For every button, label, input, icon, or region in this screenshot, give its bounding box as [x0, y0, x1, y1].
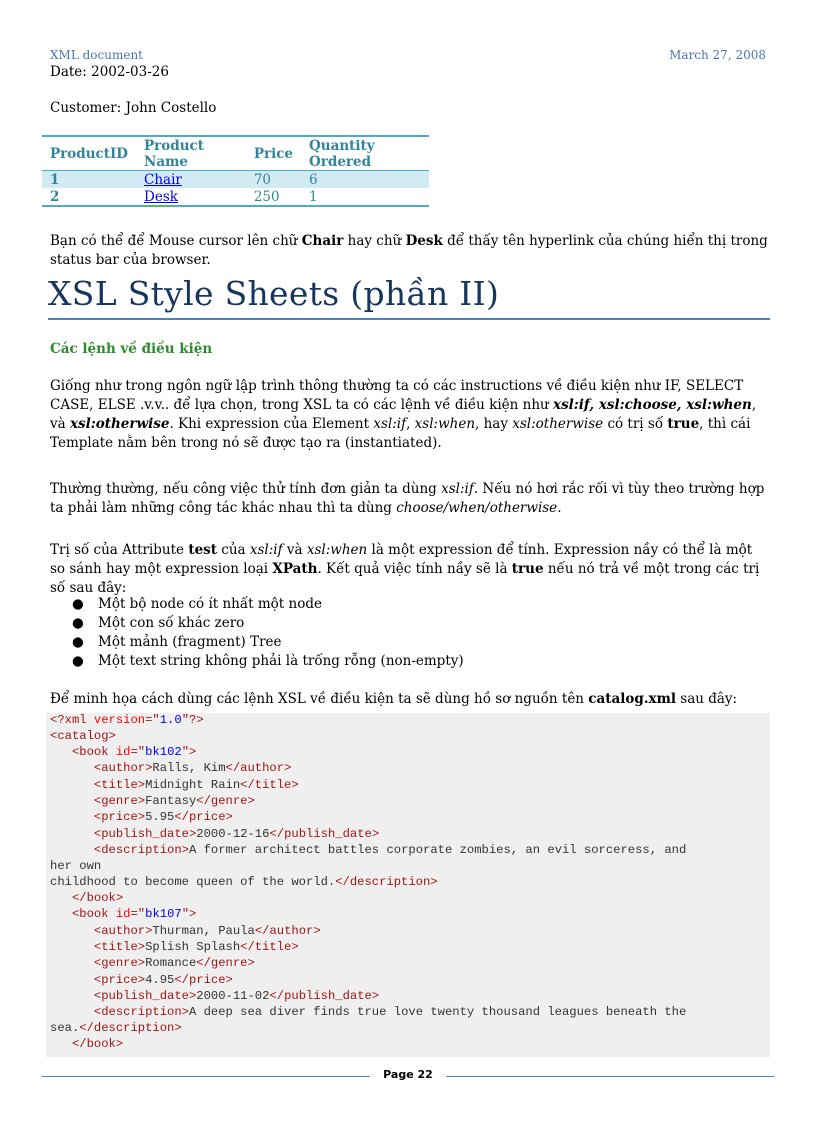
code-line: </book>	[71, 891, 124, 905]
col-header: Price	[246, 136, 301, 171]
col-header: Quantity Ordered	[301, 136, 429, 171]
code-line: sea.</description>	[50, 1021, 182, 1035]
code-line: <?xml version="1.0"?>	[50, 713, 204, 727]
page-title: XSL Style Sheets (phần II)	[48, 274, 500, 313]
page-number: Page 22	[383, 1068, 433, 1081]
list-item: ● Một bộ node có ít nhất một node	[72, 596, 322, 612]
cell-price: 70	[246, 171, 301, 189]
code-line: <description>A deep sea diver finds true love twenty thousand leagues beneath the	[93, 1005, 687, 1019]
code-line: <genre>Romance</genre>	[93, 956, 255, 970]
table-row	[42, 188, 429, 206]
list-item: ● Một mảnh (fragment) Tree	[72, 634, 282, 650]
cell-price: 250	[253, 188, 280, 205]
code-line: <price>5.95</price>	[93, 810, 233, 824]
bullet-icon: ●	[72, 615, 84, 631]
code-block	[46, 713, 770, 1057]
code-line: <price>4.95</price>	[93, 973, 233, 987]
code-line: her own	[50, 859, 102, 873]
customer-line: Customer: John Costello	[50, 100, 217, 116]
condition-list	[50, 596, 464, 672]
cell-name	[136, 188, 246, 206]
footer-rule-right	[446, 1076, 774, 1077]
code-line: <author>Ralls, Kim</author>	[93, 761, 292, 775]
code-line: <publish_date>2000-12-16</publish_date>	[93, 827, 380, 841]
cell-qty: 1	[309, 188, 318, 205]
col-header: Product Name	[136, 136, 246, 171]
product-table	[42, 135, 429, 207]
table-header-row	[42, 136, 429, 171]
header-doc-title: XML document	[50, 48, 143, 62]
product-link-desk[interactable]: Desk	[144, 188, 178, 205]
paragraph-4: Để minh họa cách dùng các lệnh XSL về điều kiện ta sẽ dùng hồ sơ nguồn tên catalog.xml sau đây:	[50, 691, 738, 707]
code-line: childhood to become queen of the world.</description>	[50, 875, 438, 889]
cell-id: 1	[42, 171, 136, 189]
code-line: </book>	[71, 1037, 124, 1051]
title-underline	[48, 318, 770, 320]
code-line: <genre>Fantasy</genre>	[93, 794, 255, 808]
bullet-icon: ●	[72, 596, 84, 612]
table-row	[42, 171, 429, 189]
list-item: ● Một con số khác zero	[72, 615, 245, 631]
code-line: <book id="bk107">	[71, 907, 197, 921]
hover-note: Bạn có thể để Mouse cursor lên chữ Chair hay chữ Desk để thấy tên hyperlink của chúng hiển thị trong status bar của browser.	[50, 233, 768, 268]
footer-rule-left	[42, 1076, 370, 1077]
list-item: ● Một text string không phải là trống rỗng (non-empty)	[72, 653, 464, 669]
cell-qty: 6	[301, 171, 429, 189]
paragraph-1: Giống như trong ngôn ngữ lập trình thông thường ta có các instructions về điều kiện như IF, SELECT CASE, ELSE .v.v.. để lựa chọn, trong XSL ta có các lệnh về điều kiện như xsl:if, xsl:choose, xsl:when, và xsl:otherwise. Khi expression của Element xsl:if, xsl:when, hay xsl:otherwise có trị số true, thì cái Template nằm bên trong nó sẽ được tạo ra (instantiated).	[50, 378, 757, 451]
date-line: Date: 2002-03-26	[50, 64, 169, 80]
code-line: <catalog>	[50, 729, 116, 743]
paragraph-2: Thường thường, nếu công việc thử tính đơn giản ta dùng xsl:if. Nếu nó hơi rắc rối vì tùy theo trường hợp ta phải làm những công tác khác nhau thì ta dùng choose/when/otherwise.	[50, 481, 765, 516]
header-date: March 27, 2008	[669, 48, 766, 62]
code-line: <title>Midnight Rain</title>	[93, 778, 299, 792]
code-line: <publish_date>2000-11-02</publish_date>	[93, 989, 380, 1003]
code-line: <title>Splish Splash</title>	[93, 940, 299, 954]
bullet-icon: ●	[72, 634, 84, 650]
code-line: <book id="bk102">	[71, 745, 197, 759]
paragraph-3: Trị số của Attribute test của xsl:if và xsl:when là một expression để tính. Expression nầy có thể là một so sánh hay một expression loại XPath. Kết quả việc tính nầy sẽ là true nếu nó trả về một trong các trị số sau đây:	[50, 542, 760, 596]
cell-name	[136, 171, 246, 189]
product-link-chair[interactable]: Chair	[144, 171, 182, 188]
cell-id: 2	[50, 188, 60, 205]
bullet-icon: ●	[72, 653, 84, 669]
section-heading: Các lệnh về điều kiện	[50, 341, 213, 357]
code-line: <author>Thurman, Paula</author>	[93, 924, 321, 938]
col-header: ProductID	[42, 136, 136, 171]
code-line: <description>A former architect battles corporate zombies, an evil sorceress, and	[93, 843, 687, 857]
